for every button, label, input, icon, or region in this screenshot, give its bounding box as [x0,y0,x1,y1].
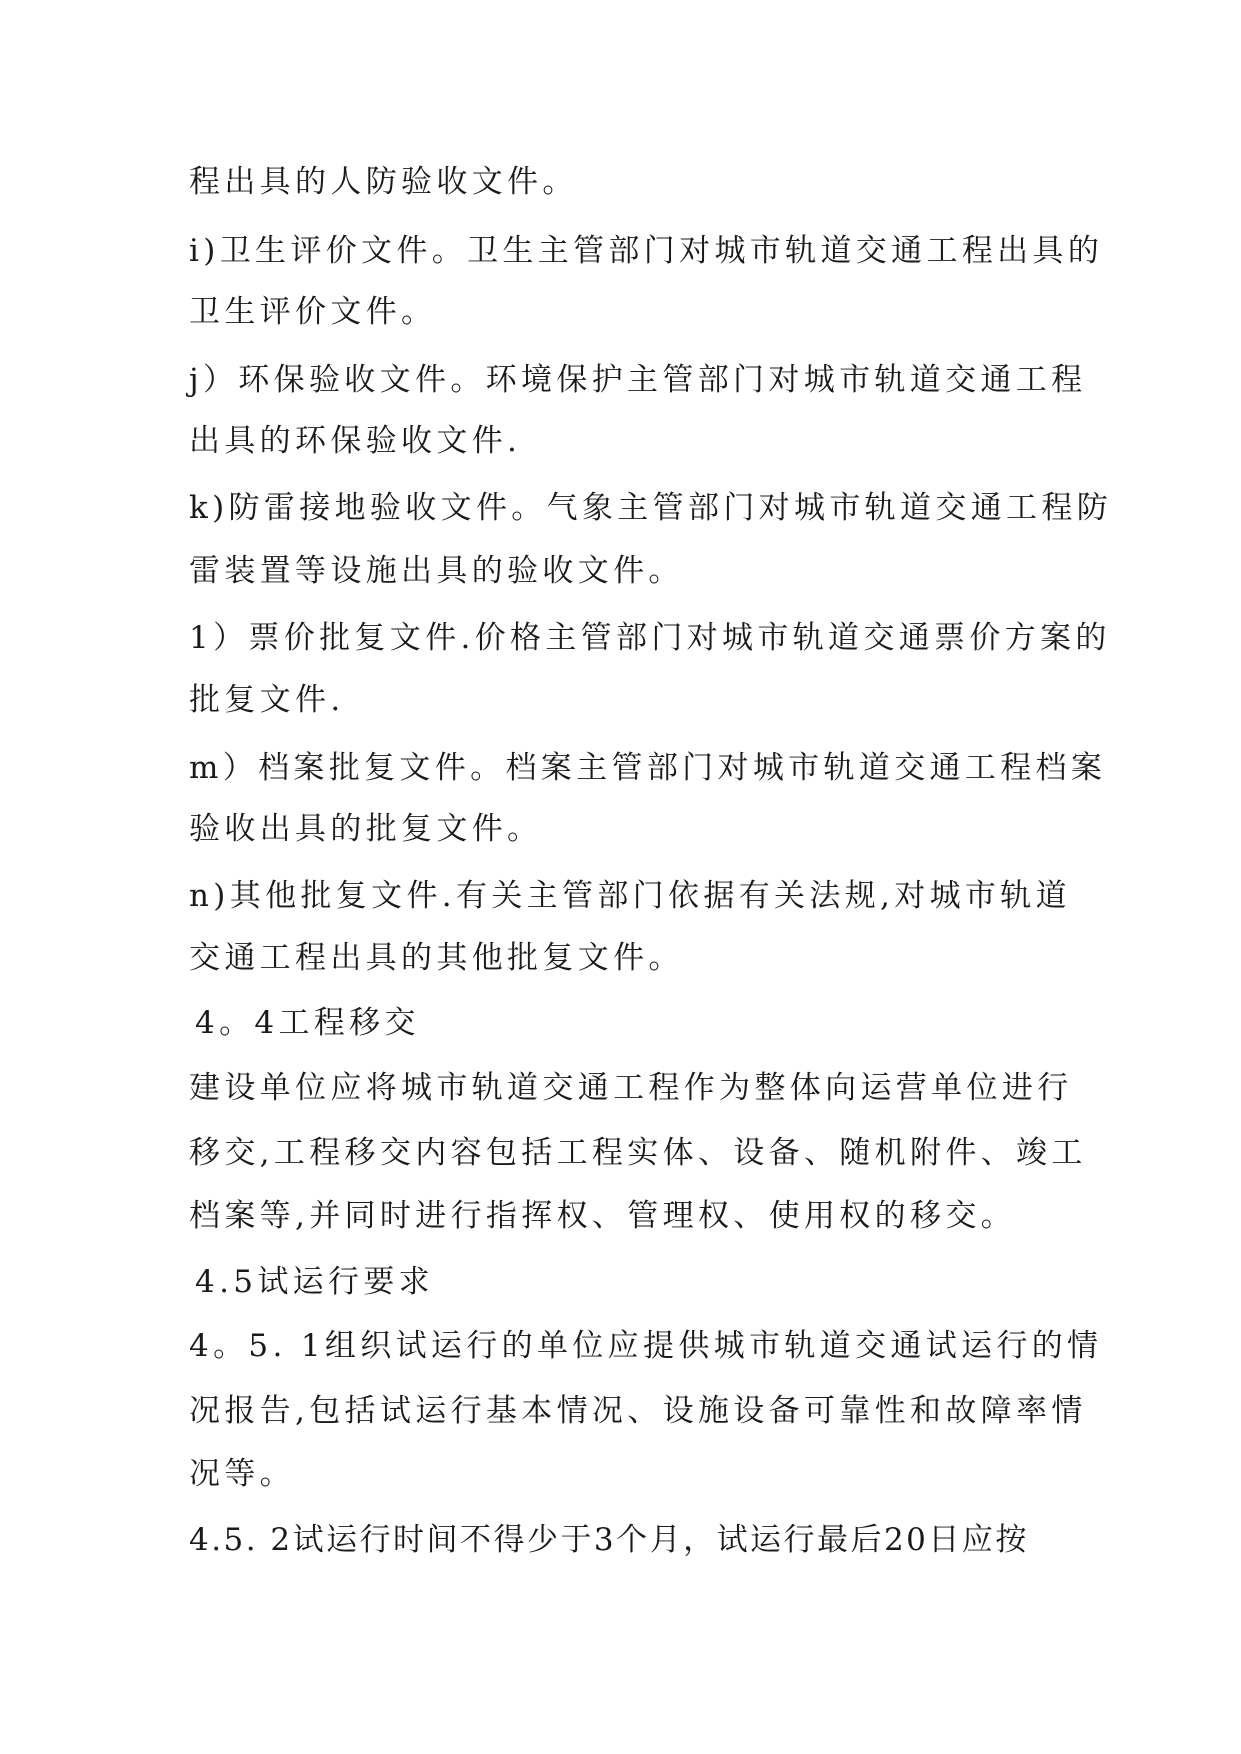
text-line: 交通工程出具的其他批复文件。 [189,940,684,976]
text-line: 4.5. 2试运行时间不得少于3个月，试运行最后20日应按 [189,1522,1029,1558]
text-line: j）环保验收文件。环境保护主管部门对城市轨道交通工程 [189,362,1087,398]
text-line: 1）票价批复文件.价格主管部门对城市轨道交通票价方案的 [189,620,1111,656]
text-line: 况等。 [189,1456,296,1492]
text-line: n)其他批复文件.有关主管部门依据有关法规,对城市轨道 [189,878,1071,914]
text-line: 卫生评价文件。 [189,294,437,330]
text-line: 出具的环保验收文件. [189,423,522,459]
text-line: k)防雷接地验收文件。气象主管部门对城市轨道交通工程防 [189,490,1113,526]
text-line: 4。5. 1组织试运行的单位应提供城市轨道交通试运行的情 [189,1328,1103,1364]
text-line: 况报告,包括试运行基本情况、设施设备可靠性和故障率情 [189,1393,1087,1429]
text-line: i)卫生评价文件。卫生主管部门对城市轨道交通工程出具的 [189,233,1104,269]
text-line: 移交,工程移交内容包括工程实体、设备、随机附件、竣工 [189,1135,1087,1171]
text-line: 档案等,并同时进行指挥权、管理权、使用权的移交。 [189,1198,1017,1234]
section-heading: 4.5试运行要求 [195,1264,435,1300]
text-line: m）档案批复文件。档案主管部门对城市轨道交通工程档案 [189,750,1107,786]
text-line: 建设单位应将城市轨道交通工程作为整体向运营单位进行 [189,1070,1073,1106]
text-line: 程出具的人防验收文件。 [189,164,578,200]
text-line: 验收出具的批复文件。 [189,811,543,847]
text-line: 雷装置等设施出具的验收文件。 [189,553,684,589]
section-heading: 4。4工程移交 [195,1005,420,1041]
text-line: 批复文件. [189,682,345,718]
